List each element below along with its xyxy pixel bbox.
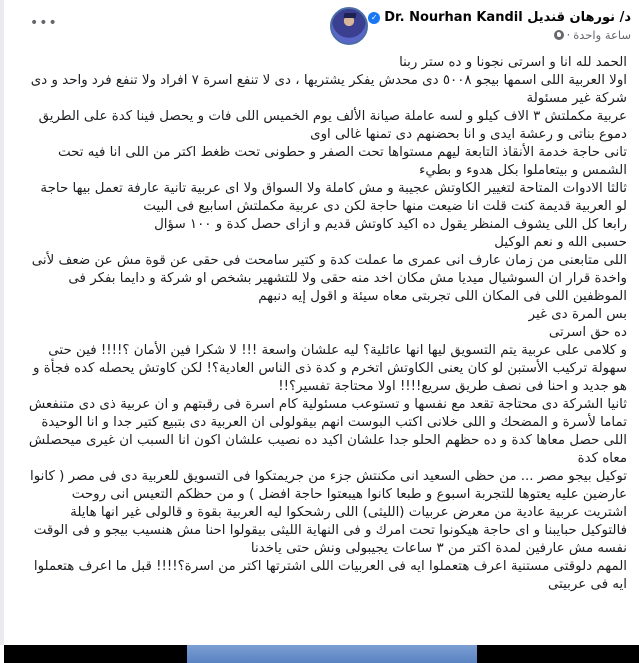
bottom-image-strip [4,645,639,663]
post-paragraph: عربية مكملتش ٣ الاف كيلو و لسه عاملة صيانة الألف يوم الخميس اللى فات و يحصل فينا كدة على الطريق [38,109,627,124]
post-header [322,4,631,48]
post-time-row [554,28,631,42]
post-meta [368,10,631,42]
author-row [368,10,631,25]
post-paragraph: دموع بناتى و رعشة ايدى و انا بحضنهم دى تمنها غالى اوى [310,127,627,142]
author-name[interactable]: د/ نورهان قنديل Dr. Nourhan Kandil [384,10,631,25]
post-paragraph: رابعا كل اللى يشوف المنظر يقول ده اكيد كاوتش قديم و ازاى حصل كدة و ١٠٠ سؤال [154,217,627,232]
post-paragraph: ده حق اسرتى [548,325,627,340]
separator-dot: · [566,28,571,42]
verified-badge-icon: ✓ [368,12,380,24]
post-paragraph: المهم دلوقتى مستنية اعرف هتعملوا ايه فى العربيات اللى اشترتها اكتر من اسرة؟!!!! قبل ما اعرف هتعملوا ايه فى عربيتى [33,559,627,592]
post-paragraph: ثانيا الشركة دى محتاجة تقعد مع نفسها و تستوعب مسئولية كام اسرة فى رقبتهم و ان عربية ذى دى متنفعش تماما لأسرة و المضحك و اللى خلانى اكتب البوست انهم بيقولولى ان العربية دى بتبيع كتير جدا و انا الوحيدة اللى حصل معاها كدة و ده حظهم الحلو جدا علشان اكيد ده نصيب علشان اكون انا السبب ان غيرى ميحصلش معاه كدة [28,397,627,466]
post-paragraph: و كلامى على عربية يتم التسويق ليها انها عائلية؟ ليه علشان واسعة !!! لا شكرا فين الأمان ؟!!!! فين حتى سهولة تركيب الأستبن لو كان يعنى الكاوتش اتخرم و كدة ذى الناس العادية؟! لكن كاوتش يحصله كده فجأة و هو جديد و احنا فى نصف طريق سريع!!!! اولا محتاجة تفسير؟!! [33,343,627,394]
author-avatar[interactable] [330,7,368,45]
globe-icon[interactable] [554,30,564,40]
more-options-button[interactable]: ••• [30,15,58,31]
post-paragraph: تانى حاجة خدمة الأنقاذ التابعة ليهم مستواها تحت الصفر و حطونى تحت ظغط اكتر من اللى انا فيه تحت الشمس و بيتعاملوا بكل هدوء و بطيء [57,145,627,178]
bottom-image-segment [187,645,477,663]
facebook-post [4,0,639,645]
post-paragraph: اللى متابعنى من زمان عارف انى عمرى ما عملت كدة و كتير سامحت فى حقى عن قوة مش عن ضعف لأنى واخدة قرار ان السوشيال ميديا مش مكان اخد منه حقى ولا للتشهير بشخص او شركة و دايما بفكر فى الموظفين اللى فى المكان اللى تجربتى معاه سيئة و اقول إيه دنبهم [31,253,627,304]
post-paragraph: حسبى الله و نعم الوكيل [494,235,627,250]
post-paragraph: ثالثا الادوات المتاحة لتغيير الكاوتش عجيبة و مش كاملة ولا السواق ولا اى عربية تانية عارفة تعمل بيها حاجة لو العربية قديمة كنت قلت انا ضيعت منها حاجة لكن دى عربية مكملتش اسابيع فى البيت [40,181,627,214]
post-timestamp[interactable]: ساعة واحدة [573,28,631,42]
post-paragraph: بس المرة دى غير [528,307,627,322]
post-paragraph: اولا العربية اللى اسمها بيجو ٥٠٠٨ دى محدش يفكر يشتريها ، دى لا تنفع اسرة ٧ افراد ولا تنفع فرد واحد و دى شركة غير مسئولة [30,73,627,106]
post-body [28,54,627,594]
post-paragraph: توكيل بيجو مصر ... من حظى السعيد انى مكنتش جزء من جريمتكوا فى التسويق للعربية دى فى مصر ( كانوا عارضين عليه يعتوها للتجربة اسبوع و طبعا كانوا هيبعتوا حاجة افضل ) و من حظكم التعيس انى روحت اشتريت عربية عادية من معرض عربيات (الليثى) اللى رشحكوا ليه العربية بقوة و قالولى غير انها هايلة فالتوكيل حبايبنا و اى حاجة هيكونوا تحت امرك و فى النهاية الليثى بيقولوا احنا مش هنسيب بيجو و فى الوقت نفسه مش عارفين لمدة اكتر من ٣ ساعات يجيبولى ونش حتى ياخدنا [30,469,627,556]
post-paragraph: الحمد لله انا و اسرتى نجونا و ده ستر ربنا [399,55,627,70]
